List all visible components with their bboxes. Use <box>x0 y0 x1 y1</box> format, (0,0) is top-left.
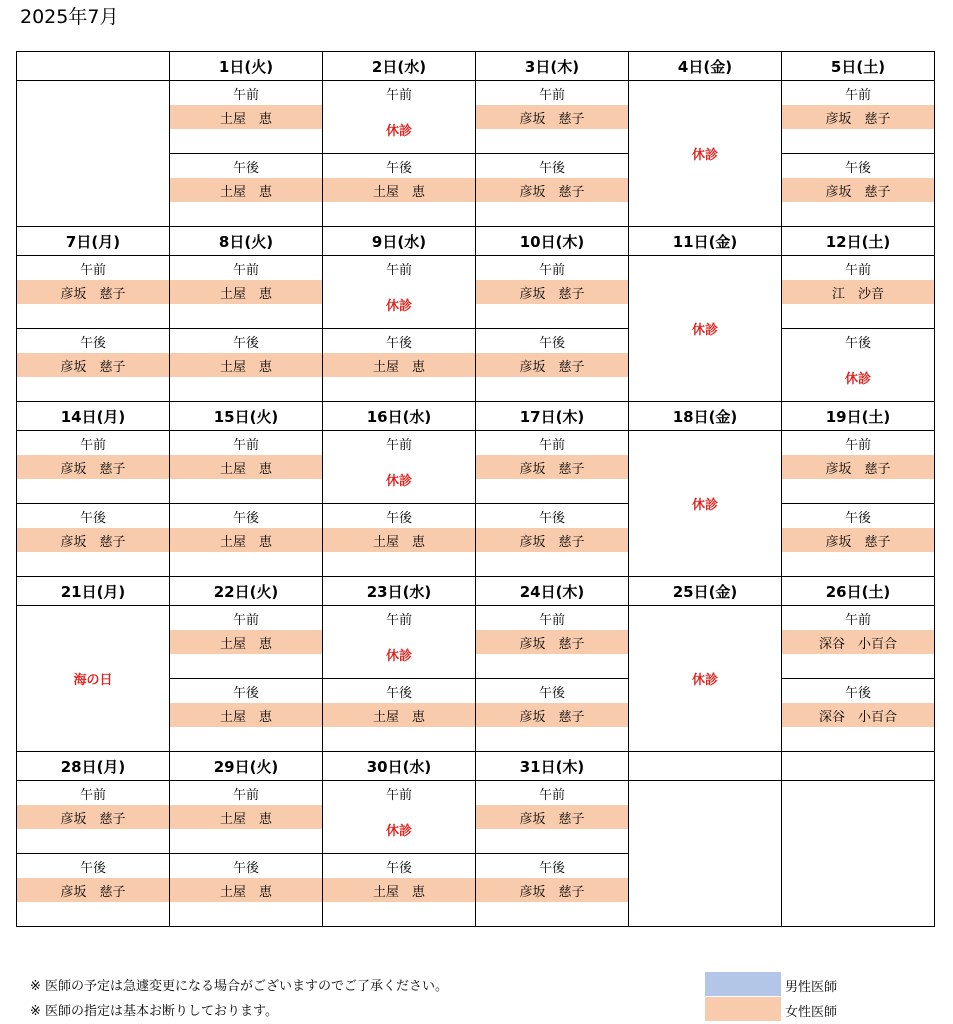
am-spacer <box>170 479 323 504</box>
am-label: 午前 <box>782 606 935 631</box>
note-schedule-change: ※ 医師の予定は急遽変更になる場合がございますのでご了承ください。 <box>30 979 449 994</box>
am-doctor: 彦坂 慈子 <box>17 455 170 479</box>
pm-spacer <box>476 727 629 752</box>
am-label: 午前 <box>782 81 935 106</box>
day-header: 7日(月) <box>17 227 170 256</box>
pm-label: 午後 <box>17 854 170 879</box>
am-closed: 休診 <box>323 630 476 679</box>
pm-label: 午後 <box>323 154 476 179</box>
pm-label: 午後 <box>170 854 323 879</box>
am-doctor: 彦坂 慈子 <box>476 630 629 654</box>
pm-label: 午後 <box>323 679 476 704</box>
day-header: 24日(木) <box>476 577 629 606</box>
am-label: 午前 <box>782 431 935 456</box>
am-label: 午前 <box>170 431 323 456</box>
day-header: 16日(水) <box>323 402 476 431</box>
am-doctor: 土屋 恵 <box>170 455 323 479</box>
day-header: 17日(木) <box>476 402 629 431</box>
day-header: 1日(火) <box>170 52 323 81</box>
day-header: 19日(土) <box>782 402 935 431</box>
pm-doctor: 土屋 恵 <box>323 353 476 377</box>
am-spacer <box>782 479 935 504</box>
pm-spacer <box>476 552 629 577</box>
day-header: 4日(金) <box>629 52 782 81</box>
closed-all-day: 休診 <box>629 606 782 752</box>
am-label: 午前 <box>170 256 323 281</box>
closed-all-day: 休診 <box>629 256 782 402</box>
day-header <box>782 752 935 781</box>
am-label: 午前 <box>323 606 476 631</box>
empty-cell <box>17 81 170 227</box>
day-header: 5日(土) <box>782 52 935 81</box>
am-label: 午前 <box>476 431 629 456</box>
pm-doctor: 彦坂 慈子 <box>476 703 629 727</box>
day-header: 28日(月) <box>17 752 170 781</box>
pm-spacer <box>170 552 323 577</box>
pm-spacer <box>476 202 629 227</box>
am-doctor: 彦坂 慈子 <box>476 455 629 479</box>
pm-doctor: 土屋 恵 <box>170 528 323 552</box>
day-header <box>17 52 170 81</box>
empty-cell <box>782 781 935 927</box>
pm-doctor: 彦坂 慈子 <box>782 178 935 202</box>
day-header <box>629 752 782 781</box>
am-spacer <box>782 129 935 154</box>
day-header: 18日(金) <box>629 402 782 431</box>
am-label: 午前 <box>782 256 935 281</box>
pm-spacer <box>17 902 170 927</box>
am-spacer <box>170 654 323 679</box>
pm-label: 午後 <box>476 154 629 179</box>
pm-spacer <box>170 727 323 752</box>
pm-label: 午後 <box>476 679 629 704</box>
pm-spacer <box>323 727 476 752</box>
pm-doctor: 土屋 恵 <box>170 878 323 902</box>
pm-doctor: 彦坂 慈子 <box>476 178 629 202</box>
pm-doctor: 彦坂 慈子 <box>476 878 629 902</box>
day-header: 22日(火) <box>170 577 323 606</box>
pm-label: 午後 <box>170 679 323 704</box>
pm-spacer <box>782 727 935 752</box>
pm-spacer <box>170 377 323 402</box>
am-label: 午前 <box>323 256 476 281</box>
pm-spacer <box>170 902 323 927</box>
am-label: 午前 <box>170 781 323 806</box>
am-label: 午前 <box>323 81 476 106</box>
pm-doctor: 土屋 恵 <box>323 703 476 727</box>
day-header: 11日(金) <box>629 227 782 256</box>
pm-doctor: 彦坂 慈子 <box>476 528 629 552</box>
day-header: 30日(水) <box>323 752 476 781</box>
pm-spacer <box>782 202 935 227</box>
am-spacer <box>17 479 170 504</box>
legend-male-label: 男性医師 <box>785 980 838 995</box>
am-label: 午前 <box>476 81 629 106</box>
am-label: 午前 <box>476 606 629 631</box>
am-doctor: 彦坂 慈子 <box>782 455 935 479</box>
pm-doctor: 彦坂 慈子 <box>476 353 629 377</box>
pm-spacer <box>323 902 476 927</box>
pm-doctor: 彦坂 慈子 <box>782 528 935 552</box>
pm-label: 午後 <box>323 329 476 354</box>
am-doctor: 彦坂 慈子 <box>17 805 170 829</box>
pm-spacer <box>323 202 476 227</box>
am-label: 午前 <box>17 781 170 806</box>
am-spacer <box>476 304 629 329</box>
day-header: 9日(水) <box>323 227 476 256</box>
pm-spacer <box>782 552 935 577</box>
am-label: 午前 <box>323 781 476 806</box>
pm-label: 午後 <box>17 504 170 529</box>
pm-label: 午後 <box>476 504 629 529</box>
pm-closed: 休診 <box>782 353 935 402</box>
am-closed: 休診 <box>323 455 476 504</box>
day-header: 21日(月) <box>17 577 170 606</box>
am-label: 午前 <box>170 81 323 106</box>
pm-label: 午後 <box>170 329 323 354</box>
am-spacer <box>170 304 323 329</box>
am-spacer <box>476 654 629 679</box>
holiday-cell: 海の日 <box>17 606 170 752</box>
pm-doctor: 土屋 恵 <box>170 703 323 727</box>
am-label: 午前 <box>17 256 170 281</box>
am-spacer <box>782 654 935 679</box>
pm-label: 午後 <box>17 329 170 354</box>
am-spacer <box>170 829 323 854</box>
day-header: 8日(火) <box>170 227 323 256</box>
pm-label: 午後 <box>323 504 476 529</box>
am-label: 午前 <box>323 431 476 456</box>
am-doctor: 深谷 小百合 <box>782 630 935 654</box>
am-doctor: 土屋 恵 <box>170 105 323 129</box>
day-header: 26日(土) <box>782 577 935 606</box>
pm-label: 午後 <box>782 154 935 179</box>
pm-label: 午後 <box>323 854 476 879</box>
pm-spacer <box>17 552 170 577</box>
pm-doctor: 彦坂 慈子 <box>17 528 170 552</box>
am-spacer <box>476 479 629 504</box>
pm-spacer <box>323 552 476 577</box>
day-header: 2日(水) <box>323 52 476 81</box>
pm-spacer <box>170 202 323 227</box>
pm-doctor: 土屋 恵 <box>323 178 476 202</box>
pm-doctor: 彦坂 慈子 <box>17 878 170 902</box>
day-header: 14日(月) <box>17 402 170 431</box>
pm-label: 午後 <box>170 504 323 529</box>
closed-all-day: 休診 <box>629 81 782 227</box>
pm-spacer <box>323 377 476 402</box>
am-spacer <box>782 304 935 329</box>
am-doctor: 土屋 恵 <box>170 630 323 654</box>
day-header: 31日(木) <box>476 752 629 781</box>
empty-cell <box>629 781 782 927</box>
am-doctor: 土屋 恵 <box>170 805 323 829</box>
pm-doctor: 土屋 恵 <box>323 878 476 902</box>
am-spacer <box>17 304 170 329</box>
am-doctor: 彦坂 慈子 <box>476 805 629 829</box>
pm-label: 午後 <box>476 329 629 354</box>
day-header: 3日(木) <box>476 52 629 81</box>
pm-doctor: 土屋 恵 <box>170 178 323 202</box>
pm-doctor: 土屋 恵 <box>323 528 476 552</box>
am-label: 午前 <box>170 606 323 631</box>
legend-female-swatch <box>705 997 781 1021</box>
am-spacer <box>476 829 629 854</box>
day-header: 23日(水) <box>323 577 476 606</box>
closed-all-day: 休診 <box>629 431 782 577</box>
pm-doctor: 彦坂 慈子 <box>17 353 170 377</box>
page-title: 2025年7月 <box>20 6 119 28</box>
legend-male-swatch <box>705 972 781 996</box>
day-header: 10日(木) <box>476 227 629 256</box>
pm-label: 午後 <box>170 154 323 179</box>
pm-spacer <box>476 902 629 927</box>
am-doctor: 江 沙音 <box>782 280 935 304</box>
note-no-designation: ※ 医師の指定は基本お断りしております。 <box>30 1004 278 1019</box>
am-spacer <box>476 129 629 154</box>
day-header: 12日(土) <box>782 227 935 256</box>
am-doctor: 彦坂 慈子 <box>782 105 935 129</box>
am-spacer <box>170 129 323 154</box>
day-header: 15日(火) <box>170 402 323 431</box>
am-doctor: 彦坂 慈子 <box>17 280 170 304</box>
pm-spacer <box>17 377 170 402</box>
pm-label: 午後 <box>476 854 629 879</box>
am-closed: 休診 <box>323 280 476 329</box>
am-spacer <box>17 829 170 854</box>
pm-label: 午後 <box>782 504 935 529</box>
am-doctor: 彦坂 慈子 <box>476 280 629 304</box>
am-closed: 休診 <box>323 805 476 854</box>
pm-label: 午後 <box>782 679 935 704</box>
day-header: 25日(金) <box>629 577 782 606</box>
legend-female-label: 女性医師 <box>785 1005 838 1020</box>
am-label: 午前 <box>476 256 629 281</box>
schedule-calendar <box>16 51 935 927</box>
am-doctor: 土屋 恵 <box>170 280 323 304</box>
am-closed: 休診 <box>323 105 476 154</box>
day-header: 29日(火) <box>170 752 323 781</box>
am-label: 午前 <box>17 431 170 456</box>
pm-doctor: 深谷 小百合 <box>782 703 935 727</box>
pm-doctor: 土屋 恵 <box>170 353 323 377</box>
am-doctor: 彦坂 慈子 <box>476 105 629 129</box>
pm-label: 午後 <box>782 329 935 354</box>
am-label: 午前 <box>476 781 629 806</box>
pm-spacer <box>476 377 629 402</box>
